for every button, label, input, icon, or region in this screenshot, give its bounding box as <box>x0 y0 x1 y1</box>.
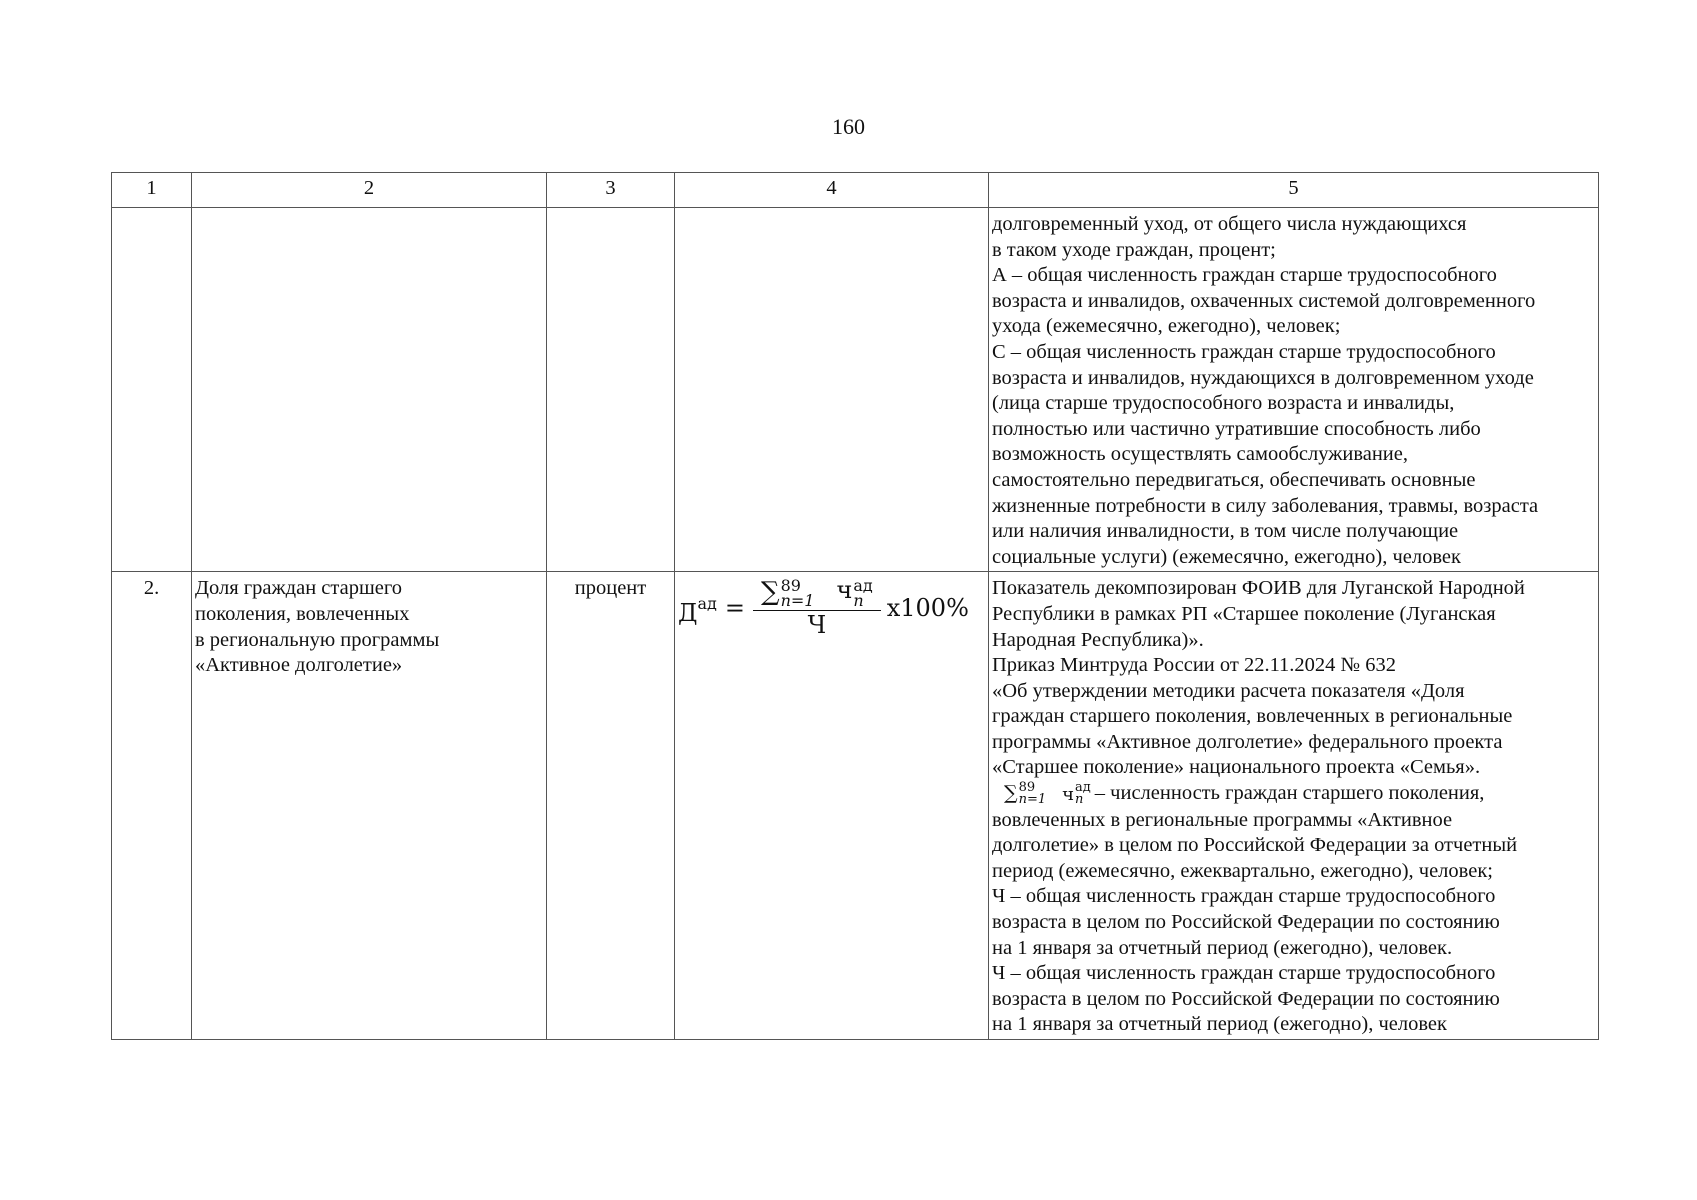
text-line: жизненные потребности в силу заболевания, травмы, возраста <box>992 494 1539 517</box>
sum-upper-limit: 89 <box>1018 780 1036 796</box>
inline-sum-formula <box>1004 782 1091 808</box>
text-line: С – общая численность граждан старше трудоспособного <box>992 340 1496 363</box>
text-line: Приказ Минтруда России от 22.11.2024 № 632 <box>992 654 1396 677</box>
text-line: ухода (ежемесячно, ежегодно), человек; <box>992 315 1341 338</box>
cell-number-empty <box>112 208 192 572</box>
sigma-symbol: ∑ <box>1004 782 1018 805</box>
page-number: 160 <box>832 114 865 139</box>
row-number: 2. <box>112 572 192 1040</box>
formula-lhs <box>678 591 717 627</box>
text-line: долговременный уход, от общего числа нуждающихся <box>992 213 1467 235</box>
text-line: программы «Активное долголетие» федерального проекта <box>992 730 1503 753</box>
text-line: возможность осуществлять самообслуживание, <box>992 443 1408 466</box>
text-line: на 1 января за отчетный период (ежегодно), человек <box>992 1013 1447 1036</box>
indicator-name <box>192 572 547 1040</box>
text-line: в региональную программы <box>195 628 440 651</box>
sigma-symbol: ∑ <box>761 577 780 608</box>
inline-sum-description: – численность граждан старшего поколения, <box>1094 782 1485 805</box>
table-row-continuation <box>112 208 1599 572</box>
text-line: возраста и инвалидов, охваченных системой долговременного <box>992 289 1536 312</box>
term-symbol: ч <box>836 576 853 605</box>
text-line: вовлеченных в региональные программы «Активное <box>992 808 1453 831</box>
text-line: А – общая численность граждан старше трудоспособного <box>992 264 1497 287</box>
unit-of-measure: процент <box>547 572 675 1040</box>
formula-denominator: Ч <box>807 611 827 640</box>
text-line: Республики в рамках РП «Старшее поколение (Луганская <box>992 602 1496 625</box>
formula-lhs-superscript: ад <box>697 593 717 613</box>
text-line: поколения, вовлеченных <box>195 602 410 625</box>
term-subscript: n <box>853 591 864 611</box>
text-line: Народная Республика)». <box>992 628 1204 651</box>
text-line: или наличия инвалидности, в том числе получающие <box>992 520 1459 543</box>
term-superscript: ад <box>1075 780 1091 796</box>
text-line: социальные услуги) (ежемесячно, ежегодно), человек <box>992 545 1461 568</box>
sum-lower-limit: n=1 <box>780 591 815 611</box>
text-line: долголетие» в целом по Российской Федерации за отчетный <box>992 834 1518 857</box>
header-col-2: 2 <box>192 173 547 208</box>
text-line: Показатель декомпозирован ФОИВ для Луганской Народной <box>992 577 1525 600</box>
cell-formula-empty <box>675 208 989 572</box>
header-col-1: 1 <box>112 173 192 208</box>
formula-lhs-symbol: Д <box>678 598 698 627</box>
calculation-formula <box>678 578 985 639</box>
cell-name-empty <box>192 208 547 572</box>
sum-upper-limit: 89 <box>780 576 801 596</box>
header-col-5: 5 <box>989 173 1599 208</box>
term-superscript: ад <box>853 576 873 596</box>
text-line: «Об утверждении методики расчета показателя «Доля <box>992 679 1465 702</box>
sum-limits <box>780 576 815 611</box>
table-header-row <box>112 173 1599 208</box>
text-line: самостоятельно передвигаться, обеспечивать основные <box>992 468 1476 491</box>
sum-lower-limit: n=1 <box>1018 792 1047 808</box>
table-row-2 <box>112 572 1599 1040</box>
text-line: Доля граждан старшего <box>195 577 402 600</box>
text-line: в таком уходе граждан, процент; <box>992 238 1276 261</box>
formula-numerator <box>753 578 881 611</box>
cell-description-continuation <box>989 208 1599 572</box>
formula-multiplier: x100% <box>886 593 969 622</box>
term-scripts <box>1075 782 1091 806</box>
header-col-4: 4 <box>675 173 989 208</box>
cell-unit-empty <box>547 208 675 572</box>
sum-term <box>836 576 873 611</box>
inline-formula-line <box>992 781 1595 808</box>
text-line: на 1 января за отчетный период (ежегодно), человек. <box>992 936 1453 959</box>
justified-text-line: возраста в целом по Российской Федерации по состоянию <box>992 987 1500 1010</box>
term-scripts <box>853 576 873 611</box>
term-symbol: ч <box>1062 784 1075 806</box>
sum-operator <box>761 576 815 611</box>
formula-cell <box>675 572 989 1040</box>
indicator-table <box>111 172 1599 1040</box>
justified-text-line: Ч – общая численность граждан старше трудоспособного <box>992 962 1496 985</box>
header-col-3: 3 <box>547 173 675 208</box>
text-line: период (ежемесячно, ежеквартально, ежегодно), человек; <box>992 859 1493 882</box>
text-line: полностью или частично утратившие способность либо <box>992 417 1481 440</box>
formula-fraction <box>753 578 881 639</box>
text-line: граждан старшего поколения, вовлеченных в региональные <box>992 705 1513 728</box>
term-subscript: n <box>1075 792 1084 808</box>
text-line: Ч – общая численность граждан старше трудоспособного <box>992 885 1496 908</box>
cell-description <box>989 572 1599 1040</box>
sum-term <box>1062 782 1091 808</box>
text-line: (лица старше трудоспособного возраста и инвалиды, <box>992 392 1455 415</box>
text-line: возраста и инвалидов, нуждающихся в долговременном уходе <box>992 366 1534 389</box>
text-line: возраста в целом по Российской Федерации по состоянию <box>992 911 1500 934</box>
text-line: «Активное долголетие» <box>195 654 403 677</box>
text-line: «Старшее поколение» национального проекта «Семья». <box>992 756 1481 779</box>
formula-equals: = <box>724 593 746 622</box>
sum-limits <box>1019 782 1047 806</box>
